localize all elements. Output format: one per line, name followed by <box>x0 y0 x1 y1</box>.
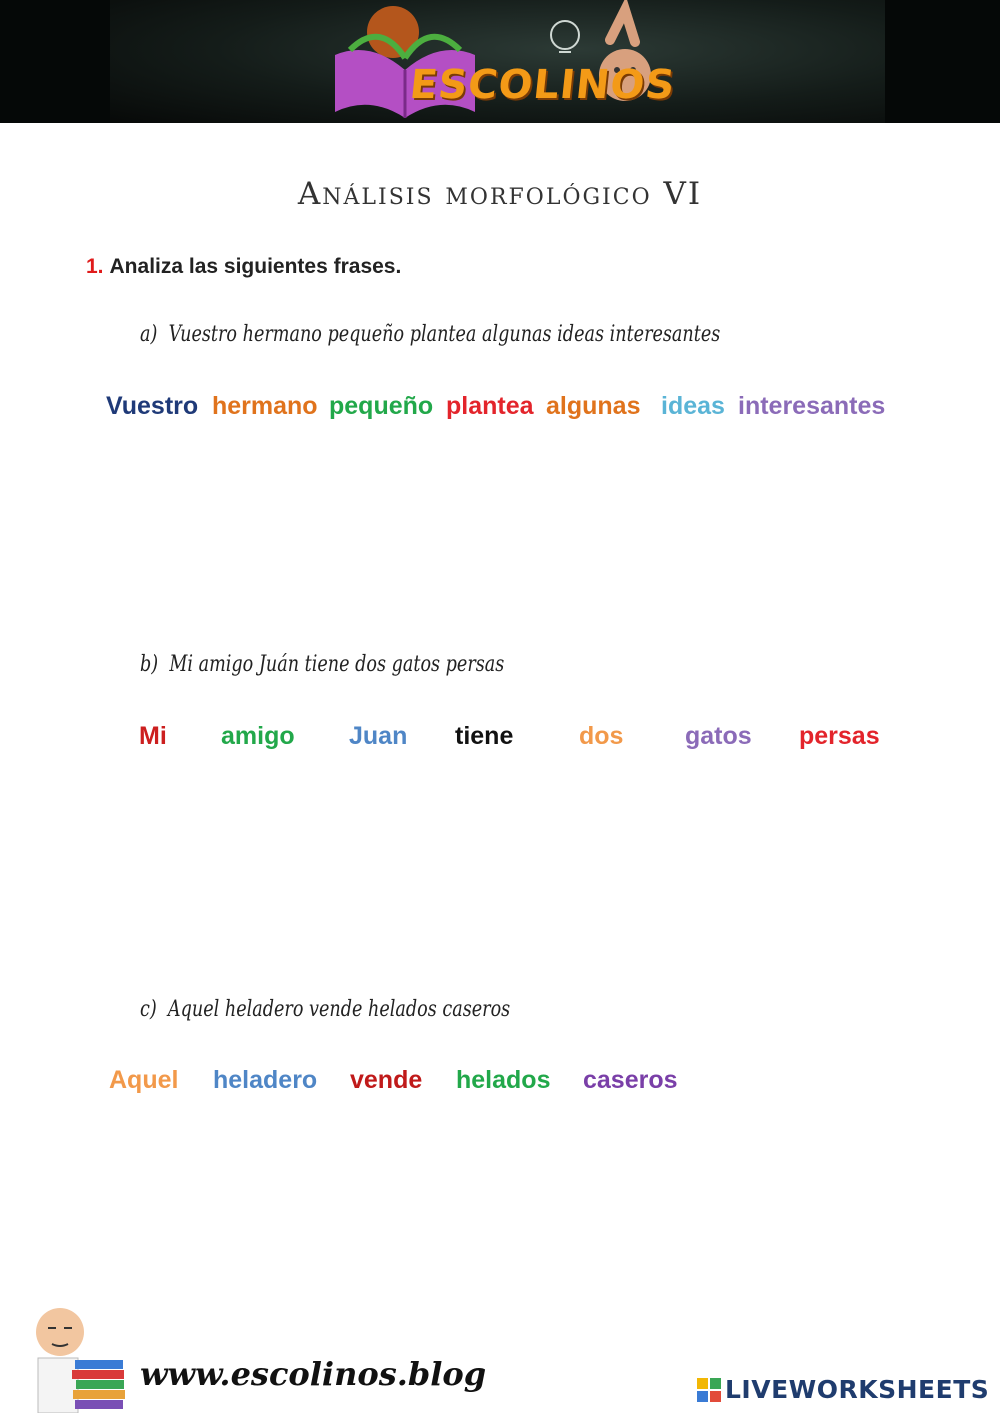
word-aquel[interactable]: Aquel <box>109 1066 179 1094</box>
sentence-letter: c) <box>140 997 157 1022</box>
sentence-text: Mi amigo Juán tiene dos gatos persas <box>169 652 505 677</box>
word-vende[interactable]: vende <box>350 1066 423 1094</box>
logo-text: ESCOLINOS <box>407 62 678 108</box>
word-mi[interactable]: Mi <box>139 722 167 750</box>
instruction-number: 1. <box>86 255 104 278</box>
word-pequeno[interactable]: pequeño <box>329 392 434 420</box>
liveworksheets-brand <box>697 1375 989 1404</box>
page-title: Análisis morfológico VI <box>297 176 703 212</box>
sentence-letter: a) <box>140 322 158 347</box>
word-helados[interactable]: helados <box>456 1066 551 1094</box>
word-gatos[interactable]: gatos <box>685 722 752 750</box>
word-caseros[interactable]: caseros <box>583 1066 678 1094</box>
instruction-text: Analiza las siguientes frases. <box>109 255 402 278</box>
word-heladero[interactable]: heladero <box>213 1066 318 1094</box>
liveworksheets-text: LIVEWORKSHEETS <box>725 1375 990 1404</box>
word-vuestro[interactable]: Vuestro <box>106 392 199 420</box>
word-algunas[interactable]: algunas <box>546 392 641 420</box>
sentence-a <box>140 322 720 347</box>
character-with-books-icon <box>30 1300 130 1413</box>
word-hermano[interactable]: hermano <box>212 392 318 420</box>
word-amigo[interactable]: amigo <box>221 722 295 750</box>
instruction <box>86 255 401 279</box>
word-persas[interactable]: persas <box>799 722 880 750</box>
sentence-text: Aquel heladero vende helados caseros <box>167 997 511 1022</box>
word-plantea[interactable]: plantea <box>446 392 534 420</box>
liveworksheets-icon <box>697 1378 721 1402</box>
word-dos[interactable]: dos <box>579 722 624 750</box>
sentence-c <box>140 997 510 1022</box>
word-tiene[interactable]: tiene <box>455 722 514 750</box>
word-ideas[interactable]: ideas <box>661 392 725 420</box>
word-juan[interactable]: Juan <box>349 722 408 750</box>
sentence-text: Vuestro hermano pequeño plantea algunas ideas interesantes <box>168 322 721 347</box>
sentence-letter: b) <box>140 652 159 677</box>
word-interesantes[interactable]: interesantes <box>738 392 886 420</box>
website-url[interactable]: www.escolinos.blog <box>140 1355 487 1393</box>
sentence-b <box>140 652 504 677</box>
